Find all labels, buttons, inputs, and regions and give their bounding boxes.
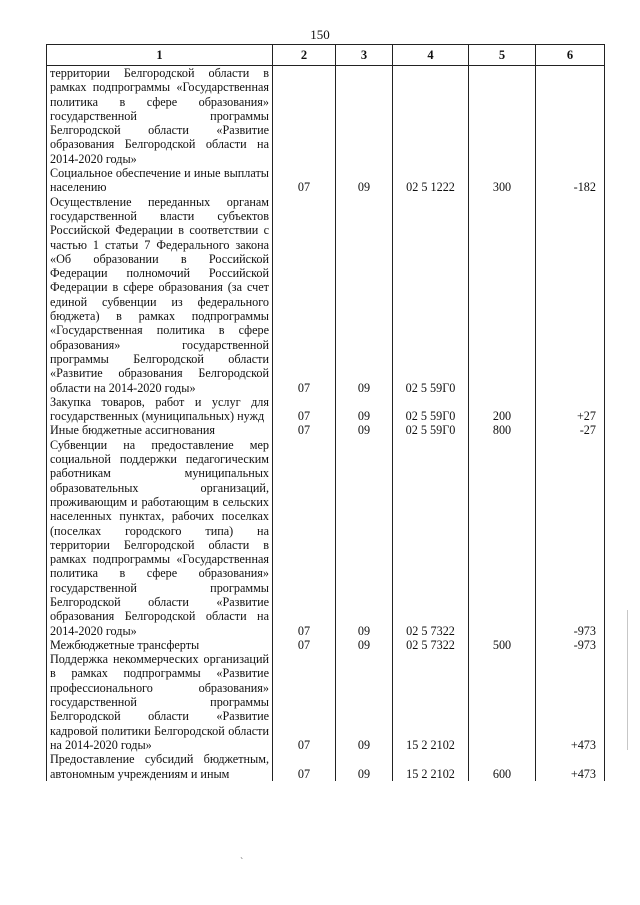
header-col-5: 5 xyxy=(469,45,536,66)
row-target-article: 15 2 2102 xyxy=(393,752,469,781)
header-col-4: 4 xyxy=(393,45,469,66)
table-row xyxy=(47,652,605,752)
row-description: территории Белгородской области в рамках подпрограммы «Государственная политика в сфере образования» государственной программы Белгородской области «Развитие образования Белгородской области на 2014-2020 годы» xyxy=(47,66,273,167)
row-target-article: 02 5 59Г0 xyxy=(393,395,469,424)
row-description: Закупка товаров, работ и услуг для государственных (муниципальных) нужд xyxy=(47,395,273,424)
row-target-article: 02 5 59Г0 xyxy=(393,423,469,437)
row-expense-type: 600 xyxy=(469,752,536,781)
scan-speck-mark: ` xyxy=(240,857,244,868)
table-row xyxy=(47,423,605,437)
row-amount: -973 xyxy=(536,638,605,652)
row-section: 07 xyxy=(273,638,336,652)
row-description: Субвенции на предоставление мер социальной поддержки педагогическим работникам муниципальных образовательных организаций, проживающим и работающим в сельских населенных пунктах, рабочих поселках (поселках городского типа) на территории Белгородской области в рамках подпрограммы «Государственная политика в сфере образования» государственной программы Белгородской области «Развитие образования Белгородской области на 2014-2020 годы» xyxy=(47,438,273,638)
row-target-article: 02 5 1222 xyxy=(393,166,469,195)
row-expense-type xyxy=(469,195,536,395)
row-amount: -182 xyxy=(536,166,605,195)
row-section: 07 xyxy=(273,652,336,752)
header-col-6: 6 xyxy=(536,45,605,66)
row-subsection: 09 xyxy=(336,438,393,638)
row-description: Межбюджетные трансферты xyxy=(47,638,273,652)
row-target-article: 02 5 7322 xyxy=(393,638,469,652)
table-row xyxy=(47,195,605,395)
table-row xyxy=(47,66,605,167)
row-subsection: 09 xyxy=(336,166,393,195)
row-amount: -27 xyxy=(536,423,605,437)
page-number: 150 xyxy=(310,27,330,42)
row-section: 07 xyxy=(273,195,336,395)
scan-artifact-line xyxy=(627,610,628,750)
table-row xyxy=(47,638,605,652)
row-section xyxy=(273,66,336,167)
row-description: Поддержка некоммерческих организаций в рамках подпрограммы «Развитие профессионального образования» государственной программы Белгородской области «Развитие кадровой политики Белгородской области на 2014-2020 годы» xyxy=(47,652,273,752)
table-row xyxy=(47,395,605,424)
row-expense-type: 800 xyxy=(469,423,536,437)
row-amount: +27 xyxy=(536,395,605,424)
row-amount: +473 xyxy=(536,652,605,752)
row-subsection: 09 xyxy=(336,195,393,395)
budget-table xyxy=(46,44,605,781)
row-subsection xyxy=(336,66,393,167)
row-expense-type xyxy=(469,652,536,752)
row-expense-type xyxy=(469,438,536,638)
table-row xyxy=(47,166,605,195)
row-description: Осуществление переданных органам государственной власти субъектов Российской Федерации в соответствии с частью 1 статьи 7 Федерального закона «Об образовании в Российской Федерации полномочий Российской Федерации в сфере образования (за счет единой субвенции из федерального бюджета) в рамках подпрограммы «Государственная политика в сфере образования» государственной программы Белгородской области «Развитие образования Белгородской области на 2014-2020 годы» xyxy=(47,195,273,395)
row-description: Социальное обеспечение и иные выплаты населению xyxy=(47,166,273,195)
row-section: 07 xyxy=(273,438,336,638)
row-expense-type: 300 xyxy=(469,166,536,195)
row-target-article xyxy=(393,66,469,167)
header-col-3: 3 xyxy=(336,45,393,66)
row-description: Предоставление субсидий бюджетным, автономным учреждениям и иным xyxy=(47,752,273,781)
table-header-row xyxy=(47,45,605,66)
row-subsection: 09 xyxy=(336,638,393,652)
table-row xyxy=(47,438,605,638)
row-section: 07 xyxy=(273,423,336,437)
table-row xyxy=(47,752,605,781)
row-expense-type: 500 xyxy=(469,638,536,652)
header-col-1: 1 xyxy=(47,45,273,66)
row-expense-type xyxy=(469,66,536,167)
row-section: 07 xyxy=(273,752,336,781)
row-description: Иные бюджетные ассигнования xyxy=(47,423,273,437)
row-amount xyxy=(536,66,605,167)
row-subsection: 09 xyxy=(336,652,393,752)
header-col-2: 2 xyxy=(273,45,336,66)
row-section: 07 xyxy=(273,395,336,424)
row-target-article: 02 5 7322 xyxy=(393,438,469,638)
row-subsection: 09 xyxy=(336,423,393,437)
row-expense-type: 200 xyxy=(469,395,536,424)
row-amount: +473 xyxy=(536,752,605,781)
row-target-article: 02 5 59Г0 xyxy=(393,195,469,395)
row-subsection: 09 xyxy=(336,752,393,781)
row-section: 07 xyxy=(273,166,336,195)
row-amount xyxy=(536,195,605,395)
row-amount: -973 xyxy=(536,438,605,638)
row-subsection: 09 xyxy=(336,395,393,424)
row-target-article: 15 2 2102 xyxy=(393,652,469,752)
